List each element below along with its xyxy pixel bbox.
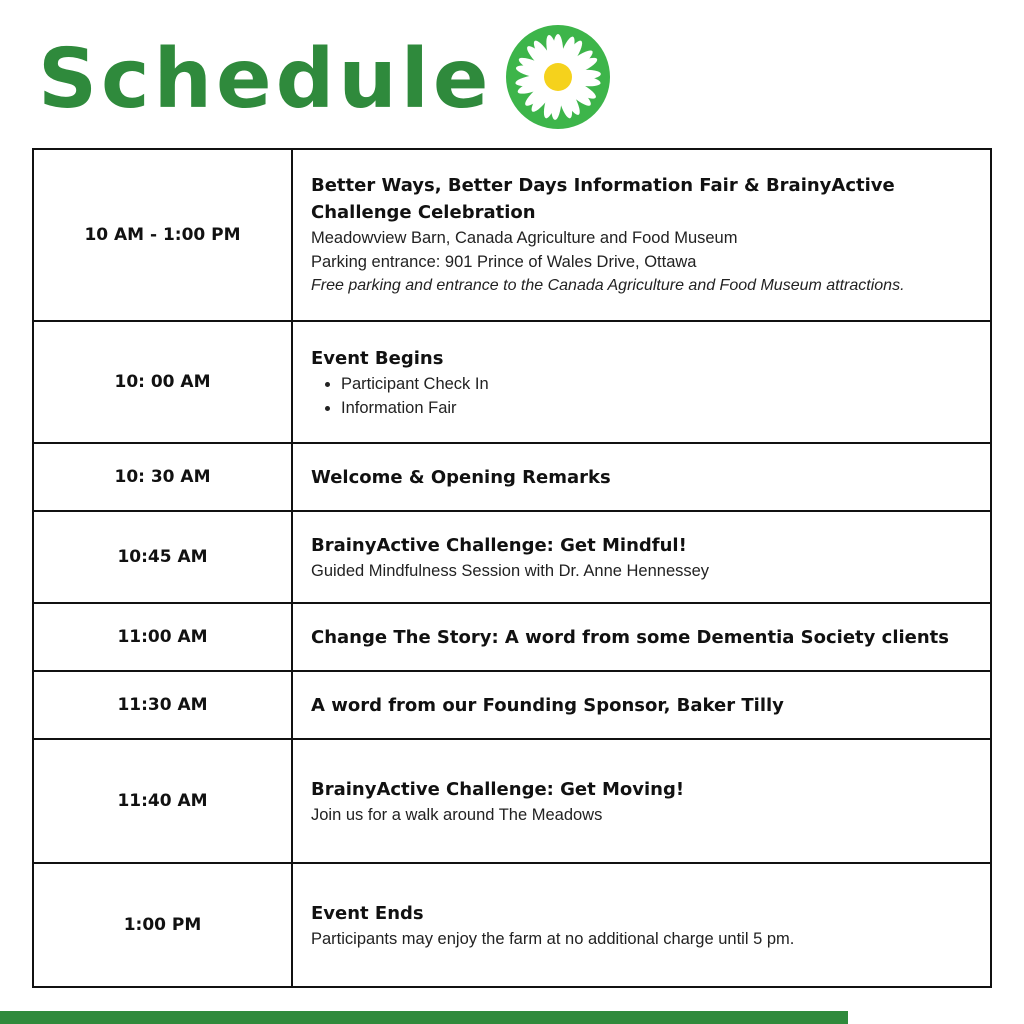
event-title: Change The Story: A word from some Dementia Society clients bbox=[311, 626, 949, 648]
event-description: Join us for a walk around The Meadows bbox=[311, 805, 603, 824]
detail-cell bbox=[292, 603, 991, 671]
detail-cell bbox=[292, 443, 991, 511]
schedule-table bbox=[32, 148, 992, 988]
list-item: • Information Fair bbox=[341, 396, 972, 420]
time-cell: 10: 30 AM bbox=[33, 443, 292, 511]
table-row bbox=[33, 671, 991, 739]
detail-cell bbox=[292, 149, 991, 321]
time-cell: 10: 00 AM bbox=[33, 321, 292, 443]
event-title: A word from our Founding Sponsor, Baker Tilly bbox=[311, 694, 784, 716]
time-cell: 10 AM - 1:00 PM bbox=[33, 149, 292, 321]
event-title: BrainyActive Challenge: Get Mindful! bbox=[311, 534, 687, 556]
event-title: BrainyActive Challenge: Get Moving! bbox=[311, 778, 685, 800]
table-row bbox=[33, 739, 991, 863]
event-title: Better Ways, Better Days Information Fair & BrainyActive Challenge Celebration bbox=[311, 175, 895, 223]
time-cell: 11:30 AM bbox=[33, 671, 292, 739]
event-title: Event Begins bbox=[311, 347, 444, 369]
event-description: Guided Mindfulness Session with Dr. Anne Hennessey bbox=[311, 561, 710, 580]
daisy-logo-icon bbox=[505, 24, 611, 130]
detail-cell bbox=[292, 739, 991, 863]
time-cell: 11:40 AM bbox=[33, 739, 292, 863]
time-cell: 1:00 PM bbox=[33, 863, 292, 987]
detail-cell bbox=[292, 671, 991, 739]
event-title: Event Ends bbox=[311, 902, 424, 924]
detail-cell bbox=[292, 863, 991, 987]
table-row bbox=[33, 443, 991, 511]
table-row bbox=[33, 603, 991, 671]
daisy-center bbox=[544, 63, 572, 91]
footer-bar bbox=[0, 1011, 848, 1024]
event-location: Meadowview Barn, Canada Agriculture and Food Museum bbox=[311, 229, 738, 247]
page-title: Schedule bbox=[38, 32, 493, 127]
event-title: Welcome & Opening Remarks bbox=[311, 466, 611, 488]
time-cell: 11:00 AM bbox=[33, 603, 292, 671]
time-cell: 10:45 AM bbox=[33, 511, 292, 603]
event-description: Participants may enjoy the farm at no additional charge until 5 pm. bbox=[311, 929, 795, 948]
event-bullet-list bbox=[311, 372, 972, 420]
table-row bbox=[33, 149, 991, 321]
event-note: Free parking and entrance to the Canada Agriculture and Food Museum attractions. bbox=[311, 277, 905, 294]
detail-cell bbox=[292, 511, 991, 603]
table-row bbox=[33, 863, 991, 987]
detail-cell bbox=[292, 321, 991, 443]
table-row bbox=[33, 511, 991, 603]
list-item: • Participant Check In bbox=[341, 372, 972, 396]
table-row bbox=[33, 321, 991, 443]
event-parking: Parking entrance: 901 Prince of Wales Drive, Ottawa bbox=[311, 253, 697, 271]
